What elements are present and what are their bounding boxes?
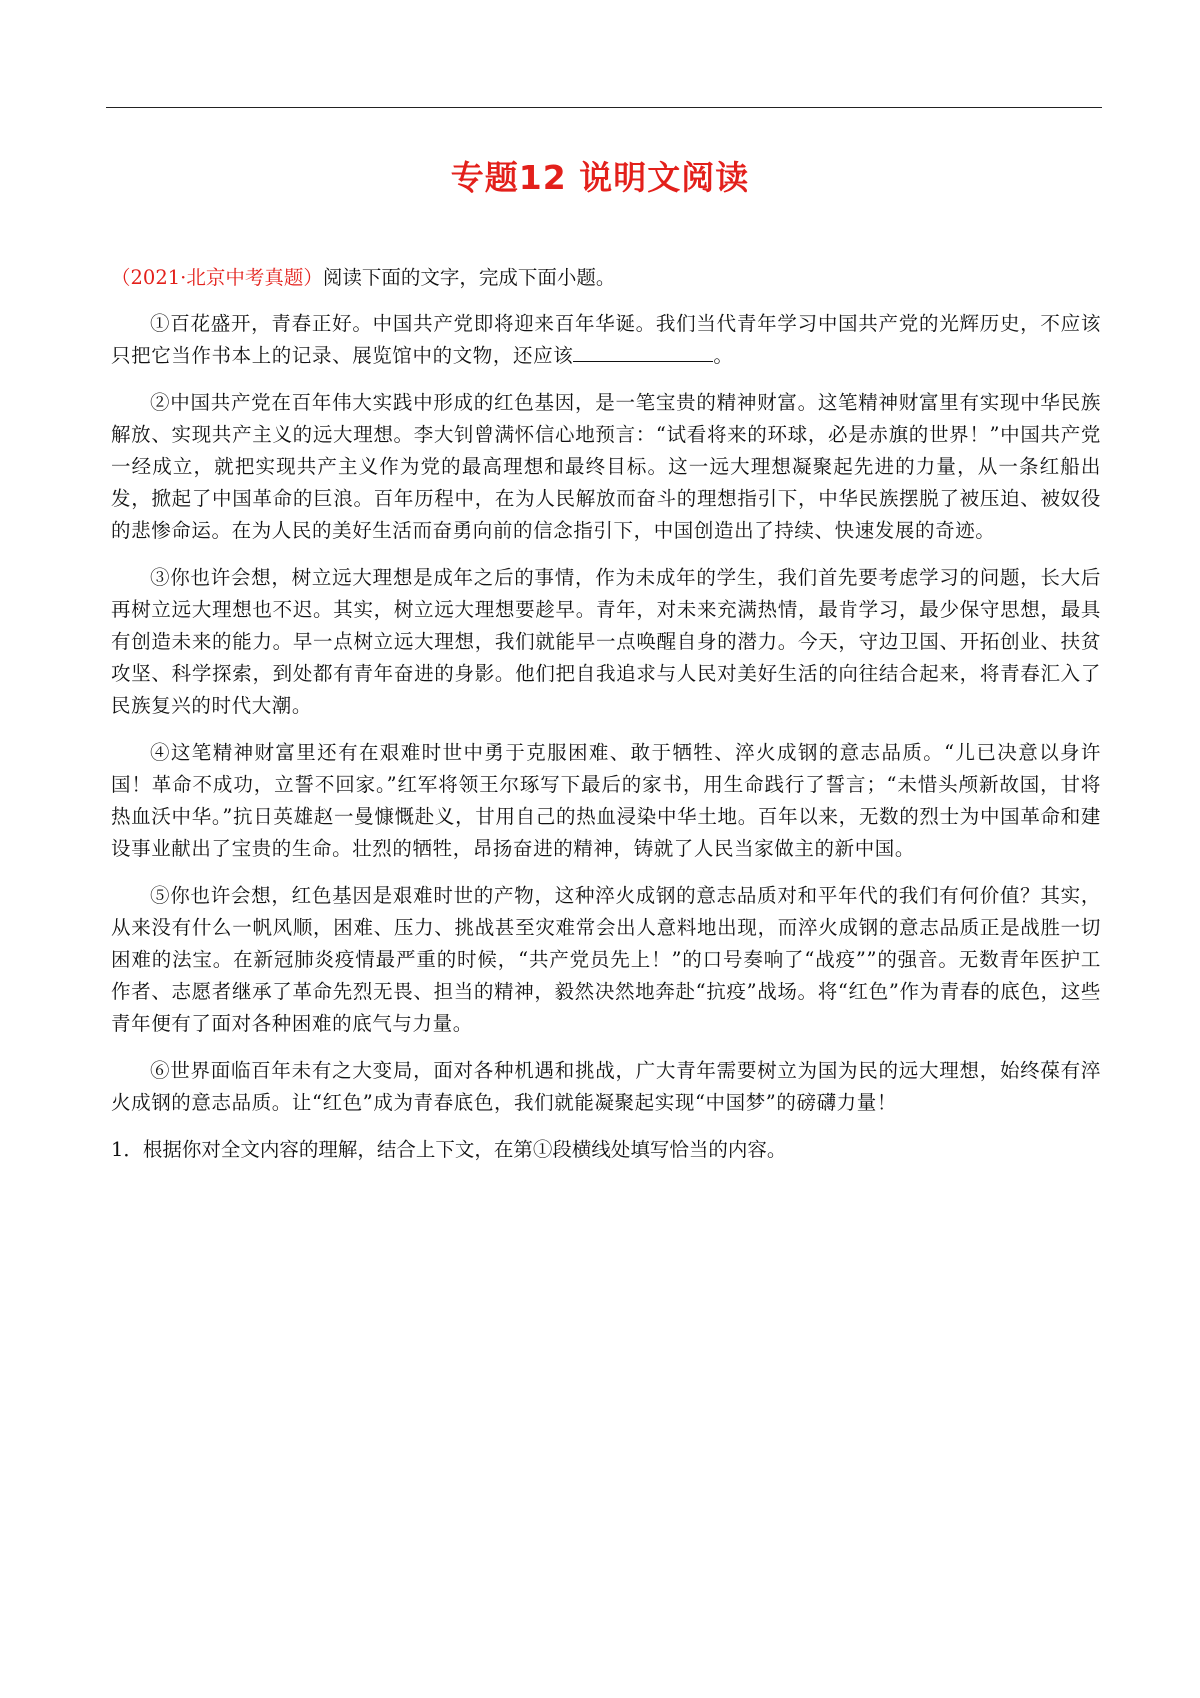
paragraph-2: ②中国共产党在百年伟大实践中形成的红色基因，是一笔宝贵的精神财富。这笔精神财富里有实现中华民族解放、实现共产主义的远大理想。李大钊曾满怀信心地预言：“试看将来的环球，必是赤旗的世界！”中国共产党一经成立，就把实现共产主义作为党的最高理想和最终目标。这一远大理想凝聚起先进的力量，从一条红船出发，掀起了中国革命的巨浪。百年历程中，在为人民解放而奋斗的理想指引下，中华民族摆脱了被压迫、被奴役的悲惨命运。在为人民的美好生活而奋勇向前的信念指引下，中国创造出了持续、快速发展的奇迹。 bbox=[111, 391, 1101, 542]
header-rule bbox=[106, 107, 1102, 108]
paragraph-1-end: 。 bbox=[713, 344, 734, 367]
paragraph-1 bbox=[111, 308, 1101, 372]
paragraph-3: ③你也许会想，树立远大理想是成年之后的事情，作为未成年的学生，我们首先要考虑学习的问题，长大后再树立远大理想也不迟。其实，树立远大理想要趁早。青年，对未来充满热情，最肯学习，最少保守思想，最具有创造未来的能力。早一点树立远大理想，我们就能早一点唤醒自身的潜力。今天，守边卫国、开拓创业、扶贫攻坚、科学探索，到处都有青年奋进的身影。他们把自我追求与人民对美好生活的向往结合起来，将青春汇入了民族复兴的时代大潮。 bbox=[111, 566, 1101, 717]
paragraph-5: ⑤你也许会想，红色基因是艰难时世的产物，这种淬火成钢的意志品质对和平年代的我们有何价值？其实，从来没有什么一帆风顺，困难、压力、挑战甚至灾难常会出人意料地出现，而淬火成钢的意志品质正是战胜一切困难的法宝。在新冠肺炎疫情最严重的时候，“共产党员先上！”的口号奏响了“战疫””的强音。无数青年医护工作者、志愿者继承了革命先烈无畏、担当的精神，毅然决然地奔赴“抗疫”战场。将“红色”作为青春的底色，这些青年便有了面对各种困难的底气与力量。 bbox=[111, 884, 1101, 1035]
page-title: 专题12 说明文阅读 bbox=[450, 158, 750, 197]
fill-blank bbox=[573, 343, 713, 362]
paragraph-6: ⑥世界面临百年未有之大变局，面对各种机遇和挑战，广大青年需要树立为国为民的远大理想，始终葆有淬火成钢的意志品质。让“红色”成为青春底色，我们就能凝聚起实现“中国梦”的磅礴力量！ bbox=[111, 1059, 1101, 1114]
article-body bbox=[111, 262, 1101, 1166]
paragraph-1-text: ①百花盛开，青春正好。中国共产党即将迎来百年华诞。我们当代青年学习中国共产党的光辉历史，不应该只把它当作书本上的记录、展览馆中的文物，还应该 bbox=[111, 312, 1101, 367]
question-intro bbox=[111, 262, 1101, 294]
instruction-text: 阅读下面的文字，完成下面小题。 bbox=[322, 266, 616, 289]
paragraph-4: ④这笔精神财富里还有在艰难时世中勇于克服困难、敢于牺牲、淬火成钢的意志品质。“儿已决意以身许国！革命不成功，立誓不回家。”红军将领王尔琢写下最后的家书，用生命践行了誓言；“未惜头颅新故国，甘将热血沃中华。”抗日英雄赵一曼慷慨赴义，甘用自己的热血浸染中华土地。百年以来，无数的烈士为中国革命和建设事业献出了宝贵的生命。壮烈的牺牲，昂扬奋进的精神，铸就了人民当家做主的新中国。 bbox=[111, 741, 1101, 860]
question-1: 1．根据你对全文内容的理解，结合上下文，在第①段横线处填写恰当的内容。 bbox=[111, 1138, 787, 1161]
source-label: （2021·北京中考真题） bbox=[111, 266, 323, 289]
